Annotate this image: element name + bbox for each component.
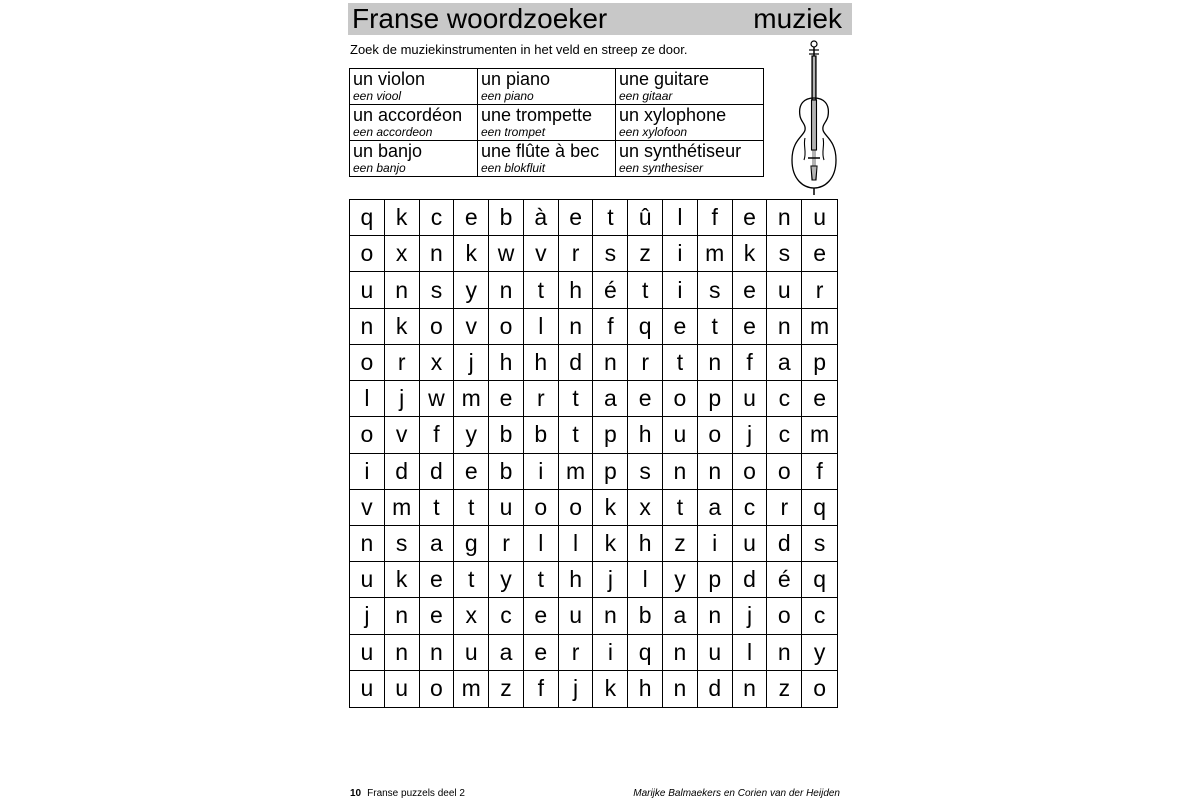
grid-cell[interactable]: j <box>385 381 420 417</box>
grid-cell[interactable]: e <box>454 454 489 490</box>
grid-cell[interactable]: é <box>593 272 628 308</box>
grid-cell[interactable]: o <box>350 345 385 381</box>
dutch-translation: een xylofoon <box>619 125 688 139</box>
grid-cell[interactable]: h <box>559 562 594 598</box>
grid-cell[interactable]: u <box>350 562 385 598</box>
grid-cell[interactable]: y <box>663 562 698 598</box>
grid-cell[interactable]: k <box>385 200 420 236</box>
grid-cell[interactable]: o <box>663 381 698 417</box>
grid-cell[interactable]: v <box>524 236 559 272</box>
grid-cell[interactable]: o <box>767 454 802 490</box>
grid-cell[interactable]: n <box>385 635 420 671</box>
grid-cell[interactable]: u <box>489 490 524 526</box>
grid-cell[interactable]: f <box>420 417 455 453</box>
word-entry <box>478 141 616 177</box>
grid-cell[interactable]: e <box>420 598 455 634</box>
grid-cell[interactable]: u <box>733 381 768 417</box>
grid-cell[interactable]: u <box>385 671 420 707</box>
grid-cell[interactable]: e <box>733 272 768 308</box>
dutch-translation: een accordeon <box>353 125 433 139</box>
grid-cell[interactable]: s <box>385 526 420 562</box>
grid-cell[interactable]: x <box>420 345 455 381</box>
grid-cell[interactable]: n <box>489 272 524 308</box>
grid-cell[interactable]: l <box>733 635 768 671</box>
grid-cell[interactable]: n <box>767 200 802 236</box>
word-row <box>350 141 764 177</box>
grid-cell[interactable]: n <box>593 345 628 381</box>
grid-cell[interactable]: n <box>420 635 455 671</box>
grid-cell[interactable]: a <box>489 635 524 671</box>
french-word: une trompette <box>481 105 593 125</box>
grid-cell[interactable]: r <box>524 381 559 417</box>
grid-cell[interactable]: c <box>489 598 524 634</box>
grid-cell[interactable]: d <box>385 454 420 490</box>
word-entry <box>478 69 616 105</box>
grid-cell[interactable]: l <box>350 381 385 417</box>
grid-cell[interactable]: d <box>733 562 768 598</box>
grid-cell[interactable]: q <box>628 635 663 671</box>
grid-cell[interactable]: y <box>489 562 524 598</box>
grid-cell[interactable]: n <box>593 598 628 634</box>
grid-cell[interactable]: v <box>350 490 385 526</box>
grid-cell[interactable]: b <box>489 417 524 453</box>
grid-cell[interactable]: j <box>593 562 628 598</box>
grid-cell[interactable]: l <box>524 309 559 345</box>
grid-cell[interactable]: e <box>663 309 698 345</box>
grid-cell[interactable]: q <box>802 490 837 526</box>
french-word: une flûte à bec <box>481 141 600 161</box>
grid-cell[interactable]: k <box>454 236 489 272</box>
topic-label: muziek <box>753 3 842 34</box>
grid-cell[interactable]: b <box>489 454 524 490</box>
dutch-translation: een blokfluit <box>481 161 546 175</box>
french-word: un violon <box>353 69 426 89</box>
french-word: un accordéon <box>353 105 463 125</box>
grid-cell[interactable]: h <box>628 526 663 562</box>
word-row <box>350 105 764 141</box>
dutch-translation: een trompet <box>481 125 546 139</box>
grid-cell[interactable]: l <box>559 526 594 562</box>
grid-cell[interactable]: m <box>698 236 733 272</box>
grid-cell[interactable]: q <box>350 200 385 236</box>
grid-cell[interactable]: k <box>593 671 628 707</box>
grid-cell[interactable]: r <box>489 526 524 562</box>
grid-cell[interactable]: t <box>663 345 698 381</box>
grid-cell[interactable]: f <box>524 671 559 707</box>
grid-cell[interactable]: p <box>593 417 628 453</box>
book-title: Franse puzzels deel 2 <box>367 788 465 799</box>
grid-cell[interactable]: m <box>454 671 489 707</box>
french-word: un xylophone <box>619 105 727 125</box>
grid-cell[interactable]: n <box>350 309 385 345</box>
grid-cell[interactable]: t <box>559 381 594 417</box>
grid-cell[interactable]: n <box>385 272 420 308</box>
grid-cell[interactable]: i <box>663 272 698 308</box>
dutch-translation: een piano <box>481 89 534 103</box>
grid-cell[interactable]: e <box>454 200 489 236</box>
grid-cell[interactable]: r <box>802 272 837 308</box>
grid-cell[interactable]: u <box>698 635 733 671</box>
grid-cell[interactable]: t <box>698 309 733 345</box>
grid-cell[interactable]: z <box>628 236 663 272</box>
grid-cell[interactable]: m <box>802 309 837 345</box>
grid-cell[interactable]: n <box>350 526 385 562</box>
grid-cell[interactable]: x <box>628 490 663 526</box>
grid-cell[interactable]: a <box>698 490 733 526</box>
grid-cell[interactable]: r <box>559 236 594 272</box>
grid-cell[interactable]: j <box>733 598 768 634</box>
grid-cell[interactable]: t <box>420 490 455 526</box>
grid-cell[interactable]: e <box>524 598 559 634</box>
grid-cell[interactable]: a <box>420 526 455 562</box>
grid-cell[interactable]: h <box>628 417 663 453</box>
title-bar <box>348 3 852 35</box>
grid-cell[interactable]: i <box>524 454 559 490</box>
grid-cell[interactable]: e <box>802 381 837 417</box>
french-word: un piano <box>481 69 551 89</box>
grid-cell[interactable]: z <box>663 526 698 562</box>
grid-cell[interactable]: h <box>628 671 663 707</box>
grid-cell[interactable]: g <box>454 526 489 562</box>
grid-cell[interactable]: i <box>593 635 628 671</box>
page-title: Franse woordzoeker <box>352 3 608 34</box>
grid-cell[interactable]: d <box>698 671 733 707</box>
word-list-table <box>349 68 764 177</box>
grid-cell[interactable]: c <box>733 490 768 526</box>
grid-cell[interactable]: c <box>767 381 802 417</box>
grid-cell[interactable]: f <box>698 200 733 236</box>
grid-cell[interactable]: b <box>524 417 559 453</box>
grid-cell[interactable]: t <box>454 490 489 526</box>
grid-cell[interactable]: o <box>767 598 802 634</box>
grid-cell[interactable]: u <box>350 272 385 308</box>
grid-cell[interactable]: m <box>559 454 594 490</box>
grid-cell[interactable]: o <box>559 490 594 526</box>
grid-cell[interactable]: j <box>733 417 768 453</box>
grid-cell[interactable]: v <box>454 309 489 345</box>
grid-cell[interactable]: u <box>802 200 837 236</box>
grid-cell[interactable]: k <box>593 490 628 526</box>
grid-cell[interactable]: i <box>663 236 698 272</box>
grid-cell[interactable]: s <box>802 526 837 562</box>
grid-cell[interactable]: c <box>767 417 802 453</box>
grid-cell[interactable]: y <box>802 635 837 671</box>
grid-cell[interactable]: e <box>733 200 768 236</box>
grid-cell[interactable]: e <box>559 200 594 236</box>
grid-cell[interactable]: t <box>663 490 698 526</box>
grid-cell[interactable]: z <box>767 671 802 707</box>
grid-cell[interactable]: û <box>628 200 663 236</box>
footer-authors: Marijke Balmaekers en Corien van der Heijden <box>633 788 840 799</box>
grid-cell[interactable]: n <box>733 671 768 707</box>
word-entry <box>616 105 764 141</box>
grid-cell[interactable]: p <box>698 562 733 598</box>
grid-cell[interactable]: x <box>454 598 489 634</box>
grid-cell[interactable]: m <box>802 417 837 453</box>
dutch-translation: een synthesiser <box>619 161 704 175</box>
grid-cell[interactable]: k <box>593 526 628 562</box>
grid-cell[interactable]: m <box>385 490 420 526</box>
grid-cell[interactable]: c <box>802 598 837 634</box>
grid-cell[interactable]: t <box>524 562 559 598</box>
grid-cell[interactable]: s <box>767 236 802 272</box>
dutch-translation: een banjo <box>353 161 406 175</box>
grid-cell[interactable]: t <box>628 272 663 308</box>
grid-cell[interactable]: k <box>385 562 420 598</box>
grid-cell[interactable]: a <box>593 381 628 417</box>
grid-cell[interactable]: b <box>628 598 663 634</box>
grid-cell[interactable]: a <box>767 345 802 381</box>
grid-cell[interactable]: o <box>350 417 385 453</box>
grid-cell[interactable]: n <box>698 598 733 634</box>
word-entry <box>616 141 764 177</box>
grid-cell[interactable]: e <box>524 635 559 671</box>
french-word: un banjo <box>353 141 423 161</box>
french-word: un synthétiseur <box>619 141 742 161</box>
grid-cell[interactable]: e <box>733 309 768 345</box>
grid-cell[interactable]: l <box>524 526 559 562</box>
grid-cell[interactable]: d <box>767 526 802 562</box>
grid-cell[interactable]: r <box>385 345 420 381</box>
page-number: 10 <box>350 788 362 799</box>
grid-cell[interactable]: n <box>767 309 802 345</box>
grid-cell[interactable]: a <box>663 598 698 634</box>
grid-cell[interactable]: s <box>593 236 628 272</box>
grid-cell[interactable]: o <box>420 671 455 707</box>
grid-cell[interactable]: r <box>628 345 663 381</box>
grid-cell[interactable]: u <box>559 598 594 634</box>
grid-cell[interactable]: u <box>733 526 768 562</box>
grid-cell[interactable]: j <box>350 598 385 634</box>
violin-icon <box>786 40 842 196</box>
grid-cell[interactable]: y <box>454 272 489 308</box>
word-entry <box>616 69 764 105</box>
grid-cell[interactable]: t <box>524 272 559 308</box>
grid-cell[interactable]: t <box>593 200 628 236</box>
dutch-translation: een viool <box>353 89 402 103</box>
grid-cell[interactable]: n <box>698 345 733 381</box>
grid-cell[interactable]: f <box>593 309 628 345</box>
grid-cell[interactable]: n <box>420 236 455 272</box>
grid-cell[interactable]: n <box>767 635 802 671</box>
grid-cell[interactable]: m <box>454 381 489 417</box>
grid-cell[interactable]: b <box>489 200 524 236</box>
grid-cell[interactable]: t <box>454 562 489 598</box>
grid-cell[interactable]: u <box>350 635 385 671</box>
grid-cell[interactable]: x <box>385 236 420 272</box>
grid-cell[interactable]: s <box>628 454 663 490</box>
grid-cell[interactable]: n <box>663 635 698 671</box>
grid-cell[interactable]: k <box>385 309 420 345</box>
grid-cell[interactable]: à <box>524 200 559 236</box>
grid-cell[interactable]: y <box>454 417 489 453</box>
grid-cell[interactable]: j <box>559 671 594 707</box>
word-row <box>350 69 764 105</box>
grid-cell[interactable]: n <box>385 598 420 634</box>
word-search-grid <box>349 199 838 708</box>
grid-cell[interactable]: w <box>489 236 524 272</box>
grid-cell[interactable]: q <box>802 562 837 598</box>
grid-cell[interactable]: é <box>767 562 802 598</box>
grid-cell[interactable]: d <box>559 345 594 381</box>
grid-cell[interactable]: o <box>813 675 826 702</box>
grid-cell[interactable]: i <box>698 526 733 562</box>
word-entry <box>350 105 478 141</box>
grid-cell[interactable]: l <box>663 200 698 236</box>
grid-cell[interactable]: p <box>593 454 628 490</box>
instruction-text: Zoek de muziekinstrumenten in het veld en streep ze door. <box>350 42 688 57</box>
grid-cell[interactable]: o <box>733 454 768 490</box>
grid-cell[interactable]: z <box>489 671 524 707</box>
grid-cell[interactable]: o <box>524 490 559 526</box>
grid-cell[interactable]: h <box>559 272 594 308</box>
grid-cell[interactable]: w <box>420 381 455 417</box>
grid-cell[interactable]: u <box>767 272 802 308</box>
grid-cell[interactable]: u <box>350 671 385 707</box>
grid-cell[interactable]: n <box>698 454 733 490</box>
grid-cell[interactable]: n <box>559 309 594 345</box>
grid-cell[interactable]: k <box>733 236 768 272</box>
grid-cell[interactable]: s <box>420 272 455 308</box>
grid-cell[interactable]: p <box>698 381 733 417</box>
grid-cell[interactable]: d <box>420 454 455 490</box>
grid-cell[interactable]: s <box>698 272 733 308</box>
grid-cell[interactable]: r <box>559 635 594 671</box>
word-entry <box>350 69 478 105</box>
grid-cell[interactable]: l <box>628 562 663 598</box>
grid-cell[interactable]: t <box>559 417 594 453</box>
grid-cell[interactable]: o <box>350 236 385 272</box>
grid-cell[interactable]: e <box>420 562 455 598</box>
word-entry <box>478 105 616 141</box>
grid-cell[interactable]: u <box>663 417 698 453</box>
grid-cell[interactable]: r <box>767 490 802 526</box>
grid-cell[interactable]: i <box>350 454 385 490</box>
grid-cell[interactable]: u <box>454 635 489 671</box>
grid-cell[interactable]: v <box>385 417 420 453</box>
word-entry <box>350 141 478 177</box>
grid-cell[interactable]: j <box>454 345 489 381</box>
grid-cell[interactable]: o <box>489 309 524 345</box>
footer-left <box>350 788 465 800</box>
grid-cell[interactable]: e <box>802 236 837 272</box>
grid-cell[interactable]: c <box>420 200 455 236</box>
grid-cell[interactable]: e <box>489 381 524 417</box>
grid-cell[interactable]: n <box>663 454 698 490</box>
grid-cell[interactable]: o <box>698 417 733 453</box>
grid-cell[interactable]: o <box>420 309 455 345</box>
grid-cell[interactable]: f <box>733 345 768 381</box>
grid-cell[interactable]: f <box>802 454 837 490</box>
grid-cell[interactable]: e <box>628 381 663 417</box>
grid-cell[interactable]: q <box>628 309 663 345</box>
grid-cell[interactable]: h <box>524 345 559 381</box>
grid-cell[interactable]: p <box>802 345 837 381</box>
grid-cell[interactable]: n <box>663 671 698 707</box>
dutch-translation: een gitaar <box>619 89 673 103</box>
grid-cell[interactable]: h <box>489 345 524 381</box>
french-word: une guitare <box>619 69 710 89</box>
